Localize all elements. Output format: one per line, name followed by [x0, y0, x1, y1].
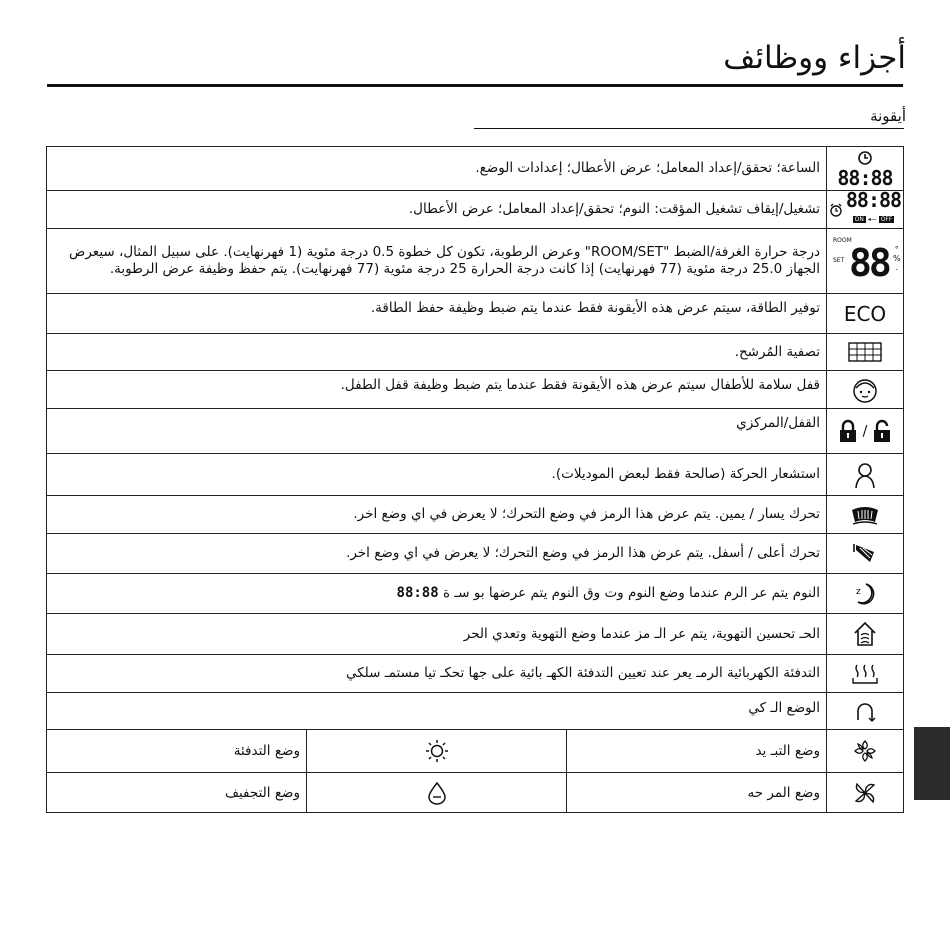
drop-icon — [307, 773, 567, 813]
room-temp-display-icon: ROOM SET 88 ° % . — [827, 229, 904, 294]
table-row — [47, 334, 904, 371]
row-desc-auto: الوضع الـ كي — [47, 693, 827, 730]
row-desc-timer: تشغيل/إيقاف تشغيل المؤقت: النوم؛ تحقق/إعداد المعامل؛ عرض الأعطال. — [47, 191, 827, 229]
row-desc-sleep: النوم يتم عر الرم عندما وضع النوم وت وق النوم يتم عرضها بو سـ ة 88:88 — [47, 574, 827, 614]
table-row — [47, 191, 904, 229]
swing-up-down-icon — [827, 534, 904, 574]
section-heading: أيقونة — [870, 107, 906, 125]
mode-label-cool: وضع التبـ يد — [567, 730, 827, 773]
lock-open-icon — [872, 419, 892, 443]
mode-label-fan: وضع المر حه — [567, 773, 827, 813]
row-desc-swing-lr: تحرك يسار / يمين. يتم عرض هذا الرمز في وضع التحرك؛ لا يعرض في اي وضع اخر. — [47, 496, 827, 534]
table-row — [47, 371, 904, 409]
clock-display-icon: 88:88 — [827, 147, 904, 191]
auto-mode-icon — [827, 693, 904, 730]
row-desc-swing-ud: تحرك أعلى / أسفل. يتم عرض هذا الرمز في وضع التحرك؛ لا يعرض في اي وضع اخر. — [47, 534, 827, 574]
row-desc-lock: القفل/المركزي — [47, 409, 827, 454]
mode-label-dry: وضع التجفيف — [47, 773, 307, 813]
row-desc-eco: توفير الطاقة، سيتم عرض هذه الأيقونة فقط عندما يتم ضبط وظيفة حفظ الطاقة. — [47, 294, 827, 334]
table-row — [47, 454, 904, 496]
lock-closed-icon — [838, 419, 858, 443]
table-row — [47, 409, 904, 454]
sleep-icon — [827, 574, 904, 614]
lock-icon: / — [827, 409, 904, 454]
svg-text:z: z — [856, 586, 861, 597]
page-title: أجزاء ووظائف — [723, 40, 906, 76]
table-row — [47, 574, 904, 614]
clock-icon — [857, 150, 873, 166]
table-row — [47, 773, 904, 813]
child-lock-icon — [827, 371, 904, 409]
snowflake-icon — [827, 730, 904, 773]
row-desc-clock: الساعة؛ تحقق/إعداد المعامل؛ عرض الأعطال؛ إعدادات الوضع. — [47, 147, 827, 191]
filter-icon — [827, 334, 904, 371]
motion-sensor-icon — [827, 454, 904, 496]
section-rule — [474, 128, 904, 129]
ventilation-icon — [827, 614, 904, 655]
table-row — [47, 730, 904, 773]
row-desc-childlock: قفل سلامة للأطفال سيتم عرض هذه الأيقونة فقط عندما يتم ضبط وظيفة قفل الطفل. — [47, 371, 827, 409]
unit-marks: ° % . — [893, 245, 901, 272]
swing-left-right-icon — [827, 496, 904, 534]
table-row — [47, 655, 904, 693]
electric-heat-icon — [827, 655, 904, 693]
table-row — [47, 534, 904, 574]
eco-icon: ECO — [827, 294, 904, 334]
row-desc-ventilation: الحـ تحسين التهوية، يتم عر الـ مز عندما وضع التهوية وتعدي الحر — [47, 614, 827, 655]
row-desc-electric-heat: التدفئة الكهربائية الرمـ يعر عند تعيين التدفئة الكهـ بائية على جها تحكـ تيا مستمـ سلكي — [47, 655, 827, 693]
row-desc-motion: استشعار الحركة (صالحة فقط لبعض الموديلات). — [47, 454, 827, 496]
chapter-tab — [914, 727, 950, 800]
table-row — [47, 147, 904, 191]
fan-icon — [827, 773, 904, 813]
row-desc-filter: تصفية المُرشح. — [47, 334, 827, 371]
alarm-icon — [829, 203, 843, 217]
table-row — [47, 496, 904, 534]
title-rule — [47, 84, 903, 87]
table-row — [47, 294, 904, 334]
row-desc-room: درجة حرارة الغرفة/الضبط "ROOM/SET" وعرض الرطوبة، تكون كل خطوة 0.5 درجة مئوية (1 فهرنهايت). على سبيل المثال، سيعرض الجهاز 25.0 درجة مئوية (77 فهرنهايت) إذا كانت درجة الحرارة 25 درجة مئوية (77 فهرنهايت). يتم حفظ وظيفة عرض الرطوبة. — [47, 229, 827, 294]
sun-icon — [307, 730, 567, 773]
table-row — [47, 693, 904, 730]
mode-label-heat: وضع التدفئة — [47, 730, 307, 773]
icon-table — [46, 146, 904, 813]
timer-display-icon: 88:88 ON ◂— OFF — [827, 191, 904, 229]
table-row — [47, 614, 904, 655]
table-row — [47, 229, 904, 294]
